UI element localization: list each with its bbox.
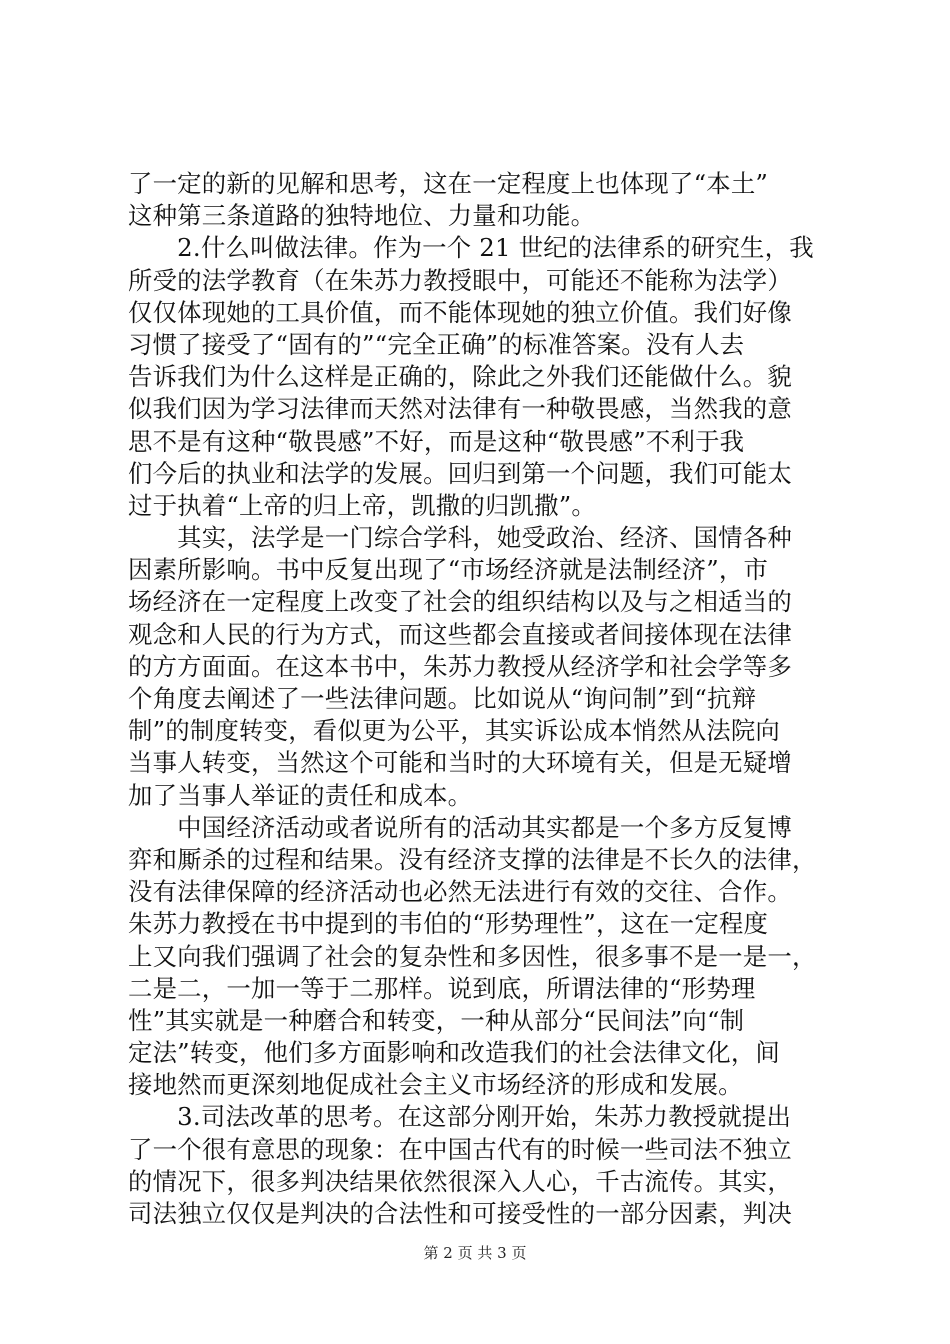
text-line: 3.司法改革的思考。在这部分刚开始，朱苏力教授就提出 xyxy=(128,1102,792,1132)
text-line: 习惯了接受了“固有的”“完全正确”的标准答案。没有人去 xyxy=(128,329,745,359)
text-line: 加了当事人举证的责任和成本。 xyxy=(128,780,473,810)
text-line: 上又向我们强调了社会的复杂性和多因性，很多事不是一是一， xyxy=(128,941,817,971)
text-line: 接地然而更深刻地促成社会主义市场经济的形成和发展。 xyxy=(128,1070,743,1100)
text-line: 告诉我们为什么这样是正确的，除此之外我们还能做什么。貌 xyxy=(128,362,792,392)
text-line: 个角度去阐述了一些法律问题。比如说从“询问制”到“抗辩 xyxy=(128,684,757,713)
text-line: 仅仅体现她的工具价值，而不能体现她的独立价值。我们好像 xyxy=(128,297,792,327)
page-number-footer: 第 2 页 共 3 页 xyxy=(423,1244,527,1262)
text-line: 性”其实就是一种磨合和转变，一种从部分“民间法”向“制 xyxy=(128,1005,745,1035)
text-line: 因素所影响。书中反复出现了“市场经济就是法制经济”，市 xyxy=(128,555,769,585)
text-line: 的情况下，很多判决结果依然很深入人心，千古流传。其实， xyxy=(128,1166,792,1196)
text-line: 当事人转变，当然这个可能和当时的大环境有关，但是无疑增 xyxy=(128,748,792,778)
text-line: 过于执着“上帝的归上帝，凯撒的归凯撒”。 xyxy=(128,490,596,520)
text-line: 弈和厮杀的过程和结果。没有经济支撑的法律是不长久的法律， xyxy=(128,844,817,874)
text-line: 朱苏力教授在书中提到的韦伯的“形势理性”，这在一定程度 xyxy=(128,909,769,939)
text-line: 观念和人民的行为方式，而这些都会直接或者间接体现在法律 xyxy=(128,619,792,649)
text-line: 的方方面面。在这本书中，朱苏力教授从经济学和社会学等多 xyxy=(128,651,792,681)
text-line: 其实，法学是一门综合学科，她受政治、经济、国情各种 xyxy=(128,523,792,553)
text-line: 2.什么叫做法律。作为一个 21 世纪的法律系的研究生，我 xyxy=(128,233,814,263)
text-line: 二是二，一加一等于二那样。说到底，所谓法律的“形势理 xyxy=(128,973,756,1003)
text-line: 没有法律保障的经济活动也必然无法进行有效的交往、合作。 xyxy=(128,877,792,907)
text-line: 们今后的执业和法学的发展。回归到第一个问题，我们可能太 xyxy=(128,458,792,488)
text-line: 了一个很有意思的现象：在中国古代有的时候一些司法不独立 xyxy=(128,1134,792,1164)
text-line: 似我们因为学习法律而天然对法律有一种敬畏感，当然我的意 xyxy=(128,394,792,424)
text-line: 所受的法学教育（在朱苏力教授眼中，可能还不能称为法学） xyxy=(128,265,792,295)
text-line: 了一定的新的见解和思考，这在一定程度上也体现了“本土” xyxy=(128,169,769,198)
text-line: 这种第三条道路的独特地位、力量和功能。 xyxy=(128,201,596,231)
text-line: 中国经济活动或者说所有的活动其实都是一个多方反复博 xyxy=(128,812,792,842)
text-line: 制”的制度转变，看似更为公平，其实诉讼成本悄然从法院向 xyxy=(128,716,781,746)
text-line: 司法独立仅仅是判决的合法性和可接受性的一部分因素，判决 xyxy=(128,1199,792,1228)
text-line: 思不是有这种“敬畏感”不好，而是这种“敬畏感”不利于我 xyxy=(128,426,745,456)
text-line: 场经济在一定程度上改变了社会的组织结构以及与之相适当的 xyxy=(128,587,792,617)
text-line: 定法”转变，他们多方面影响和改造我们的社会法律文化，间 xyxy=(128,1038,781,1068)
body-text xyxy=(128,168,822,1230)
